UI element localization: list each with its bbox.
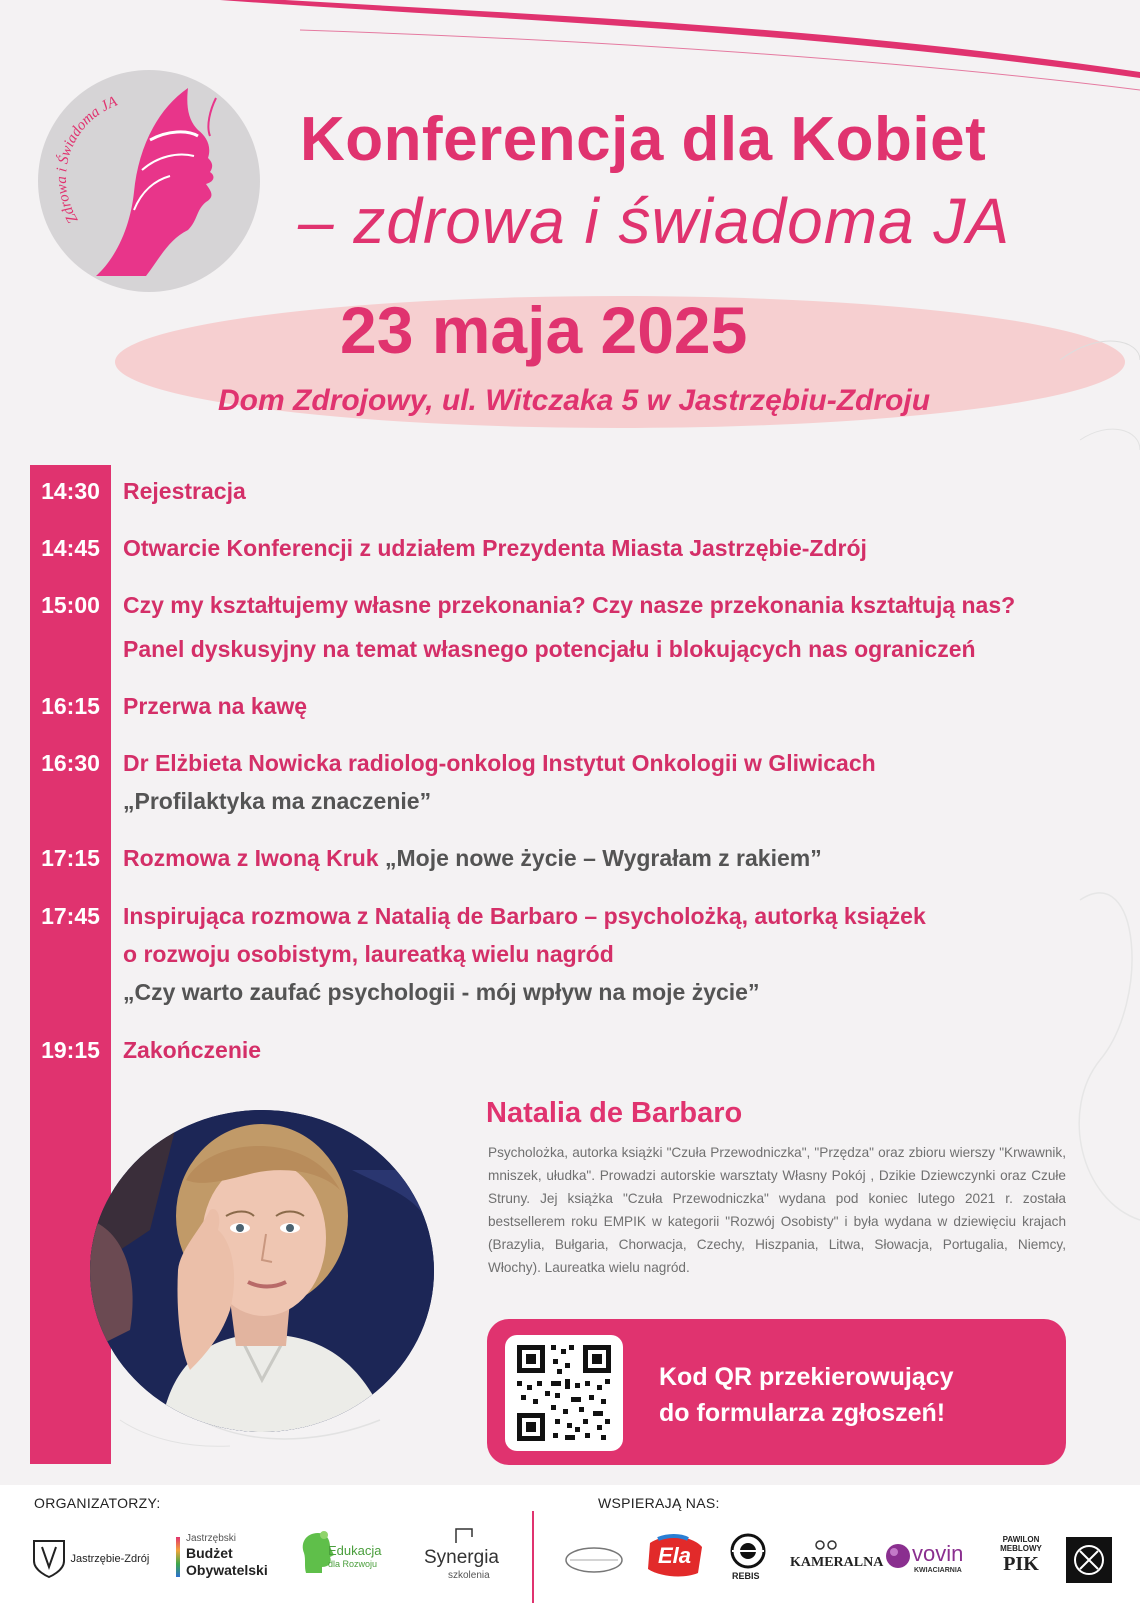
logo-ela bbox=[644, 1533, 706, 1579]
edukacja-line2: dla Rozwoju bbox=[328, 1559, 378, 1569]
agenda-item bbox=[123, 845, 822, 872]
vovin-text: vovin bbox=[912, 1541, 964, 1566]
logo-rebis bbox=[726, 1533, 770, 1583]
logo-text: Zdrowa i Świadoma JA bbox=[53, 93, 120, 226]
speaker-bio: Psycholożka, autorka książki "Czuła Przewodniczka", "Przędza" oraz zbioru wierszy "Krwawnik, mniszek, ułudka". Prowadzi autorskie warsztaty Własny Pokój , Dzikie Dziewczynki oraz Czułe Struny. Jej książka "Czuła Przewodniczka" wydana pod koniec lutego 2021 r. została bestsellerem roku EMPIK w kategorii "Rozwój Osobisty" i była wydana w dziewięciu krajach (Brazylia, Bułgaria, Chorwacja, Czechy, Hiszpania, Litwa, Słowacja, Portugalia, Niemcy, Włochy). Laureatka wielu nagród. bbox=[488, 1145, 1066, 1275]
qr-registration-box[interactable] bbox=[487, 1319, 1066, 1465]
agenda-time: 17:15 bbox=[41, 845, 100, 871]
budzet-small: Jastrzębski bbox=[186, 1533, 237, 1544]
pik-line1: PAWILON bbox=[1002, 1535, 1040, 1544]
qr-code[interactable] bbox=[505, 1335, 623, 1451]
agenda-time: 16:30 bbox=[41, 750, 100, 776]
supporters-label: WSPIERAJĄ NAS: bbox=[598, 1495, 720, 1511]
synergia-line1: Synergia bbox=[424, 1547, 499, 1568]
vovin-subtext: KWIACIARNIA bbox=[914, 1567, 962, 1574]
qr-caption-line2: do formularza zgłoszeń! bbox=[659, 1399, 946, 1427]
agenda-time: 17:45 bbox=[41, 903, 100, 929]
ela-text: Ela bbox=[658, 1543, 692, 1568]
footer bbox=[0, 1485, 1140, 1612]
agenda-item-subtitle: „Czy warto zaufać psychologii - mój wpływ na moje życie” bbox=[123, 979, 760, 1005]
agenda-time: 14:30 bbox=[41, 478, 100, 504]
logo-supporter-wheel bbox=[562, 1545, 626, 1580]
conference-date: 23 maja 2025 bbox=[340, 293, 748, 367]
conference-venue: Dom Zdrojowy, ul. Witczaka 5 w Jastrzębiu-Zdroju bbox=[218, 384, 931, 417]
budzet-line2: Obywatelski bbox=[186, 1562, 268, 1578]
pik-line3: PIK bbox=[1003, 1553, 1039, 1575]
conference-subtitle: – zdrowa i świadoma JA bbox=[298, 185, 1011, 257]
qr-caption-line1: Kod QR przekierowujący bbox=[659, 1363, 954, 1391]
agenda-time: 14:45 bbox=[41, 535, 100, 561]
agenda-item: Czy my kształtujemy własne przekonania? Czy nasze przekonania kształtują nas? bbox=[123, 592, 1016, 618]
speaker-photo bbox=[90, 1110, 434, 1432]
agenda-item: Rejestracja bbox=[123, 478, 246, 504]
kameralna-text: KAMERALNA bbox=[790, 1555, 884, 1570]
agenda-item-subtitle: „Moje nowe życie – Wygrałam z rakiem” bbox=[384, 845, 822, 871]
agenda-item: Inspirująca rozmowa z Natalią de Barbaro – psycholożką, autorką książek bbox=[123, 903, 926, 929]
logo-pawilon-pik bbox=[996, 1535, 1046, 1576]
agenda-item-text: Rozmowa z Iwoną Kruk bbox=[123, 845, 379, 871]
agenda-item-line2: o rozwoju osobistym, laureatką wielu nagród bbox=[123, 941, 614, 967]
agenda-item: Zakończenie bbox=[123, 1037, 262, 1063]
synergia-line2: szkolenia bbox=[448, 1570, 490, 1581]
speaker-name: Natalia de Barbaro bbox=[486, 1097, 743, 1129]
edukacja-line1: Edukacja bbox=[328, 1543, 382, 1558]
agenda-item-subtitle: „Profilaktyka ma znaczenie” bbox=[123, 788, 432, 814]
conference-title: Konferencja dla Kobiet bbox=[300, 105, 987, 174]
jastrzebie-text: Jastrzębie-Zdrój bbox=[70, 1553, 150, 1565]
footer-divider bbox=[532, 1511, 534, 1603]
agenda-item: Otwarcie Konferencji z udziałem Prezydenta Miasta Jastrzębie-Zdrój bbox=[123, 535, 867, 561]
svg-text:Zdrowa i Świadoma JA bbox=[54, 93, 120, 226]
qr-caption bbox=[659, 1359, 1039, 1431]
logo-supporter-dark bbox=[1066, 1537, 1112, 1583]
agenda-time: 16:15 bbox=[41, 693, 100, 719]
agenda-time: 15:00 bbox=[41, 592, 100, 618]
agenda-item-line2: Panel dyskusyjny na temat własnego potencjału i blokujących nas ograniczeń bbox=[123, 636, 976, 662]
conference-logo bbox=[38, 70, 260, 292]
budzet-line1: Budżet bbox=[186, 1545, 233, 1561]
agenda-time: 19:15 bbox=[41, 1037, 100, 1063]
organizers-label: ORGANIZATORZY: bbox=[34, 1495, 161, 1511]
rebis-text: REBIS bbox=[732, 1571, 760, 1581]
agenda-item: Przerwa na kawę bbox=[123, 693, 308, 719]
pik-line2: MEBLOWY bbox=[1000, 1544, 1042, 1553]
agenda-item: Dr Elżbieta Nowicka radiolog-onkolog Instytut Onkologii w Gliwicach bbox=[123, 750, 876, 776]
logo-jastrzebie-zdroj bbox=[32, 1539, 149, 1579]
